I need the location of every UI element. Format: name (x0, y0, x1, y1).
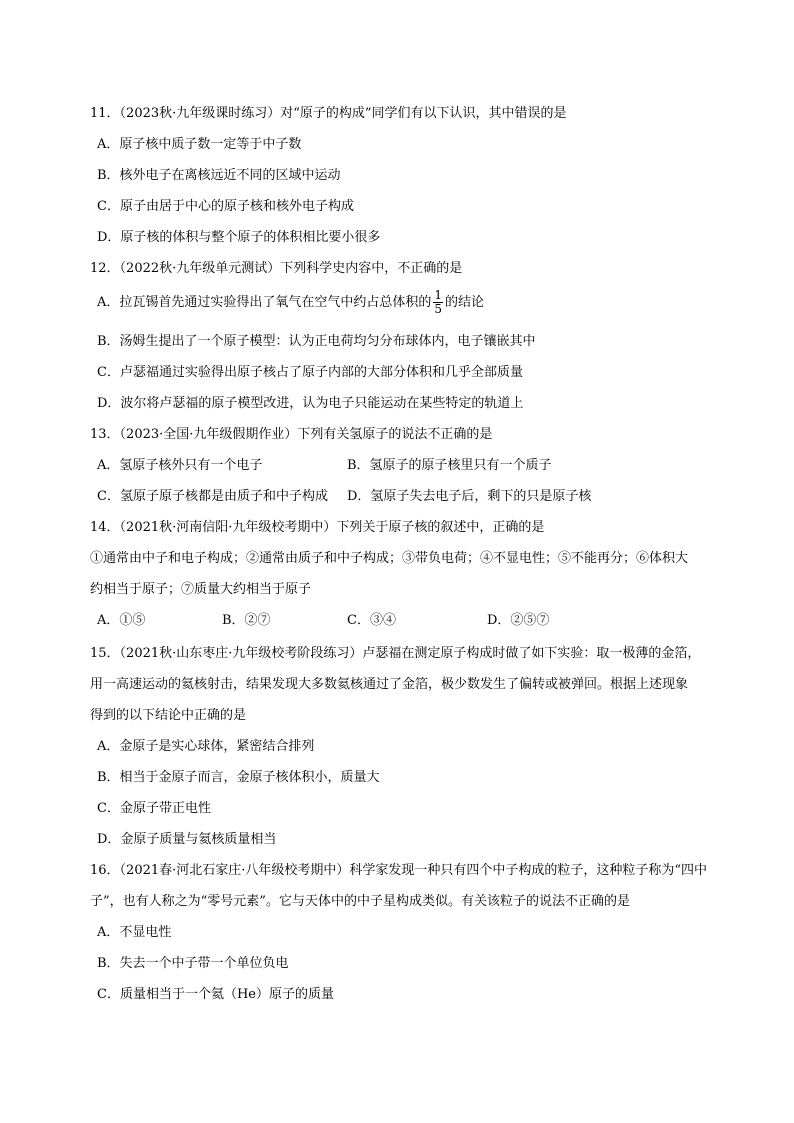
q12-option-d: D．波尔将卢瑟福的原子模型改进，认为电子只能运动在某些特定的轨道上 (97, 396, 524, 411)
q16-option-a: A．不显电性 (97, 925, 172, 940)
q16-option-c: C．质量相当于一个氦（He）原子的质量 (97, 987, 334, 1002)
q14-option-c: C．③④ (347, 613, 396, 628)
q15-option-c: C．金原子带正电性 (97, 801, 211, 816)
fraction-numerator: 1 (434, 288, 443, 302)
fraction-denominator: 5 (434, 302, 443, 316)
q11-stem: 11．（2023秋·九年级课时练习）对“原子的构成”同学们有以下认识，其中错误的是 (90, 106, 567, 121)
q12-option-c: C．卢瑟福通过实验得出原子核占了原子内部的大部分体积和几乎全部质量 (97, 365, 523, 380)
q12-option-a-tail: 的结论 (445, 295, 485, 310)
q12-option-a (97, 289, 484, 317)
q11-option-c: C．原子由居于中心的原子核和核外电子构成 (97, 199, 354, 214)
q15-body-line-1: 用一高速运动的氦核射击，结果发现大多数氦核通过了金箔，极少数发生了偏转或被弹回。根据上述现象 (90, 677, 689, 692)
q12-option-b: B．汤姆生提出了一个原子模型：认为正电荷均匀分布球体内，电子镶嵌其中 (97, 334, 536, 349)
q13-option-d: D．氢原子失去电子后，剩下的只是原子核 (347, 489, 592, 504)
q15-body-line-2: 得到的以下结论中正确的是 (90, 708, 247, 723)
q11-option-a: A．原子核中质子数一定等于中子数 (97, 137, 302, 152)
q11-option-d: D．原子核的体积与整个原子的体积相比要小很多 (97, 230, 381, 245)
q12-stem: 12．（2022秋·九年级单元测试）下列科学史内容中，不正确的是 (90, 261, 463, 276)
q14-body-line-1: ①通常由中子和电子构成；②通常由质子和中子构成；③带负电荷；④不显电性；⑤不能再分；⑥体积大 (90, 551, 689, 566)
q15-option-b: B．相当于金原子而言，金原子核体积小，质量大 (97, 770, 380, 785)
q16-body-line-1: 子”，也有人称之为“零号元素”。它与天体中的中子星构成类似。有关该粒子的说法不正确的是 (90, 894, 630, 909)
q11-option-b: B．核外电子在离核远近不同的区域中运动 (97, 168, 341, 183)
q16-stem: 16．（2021春·河北石家庄·八年级校考期中）科学家发现一种只有四个中子构成的粒子，这种粒子称为“四中 (90, 863, 708, 878)
q14-option-a: A．①⑤ (97, 613, 146, 628)
q14-option-d: D．②⑤⑦ (487, 613, 550, 628)
q15-option-a: A．金原子是实心球体，紧密结合排列 (97, 739, 315, 754)
q12-option-a-text: A．拉瓦锡首先通过实验得出了氧气在空气中约占总体积的 (97, 295, 432, 310)
q13-option-b: B．氢原子的原子核里只有一个质子 (347, 458, 552, 473)
q15-option-d: D．金原子质量与氦核质量相当 (97, 832, 277, 847)
q14-stem: 14．（2021秋·河南信阳·九年级校考期中）下列关于原子核的叙述中，正确的是 (90, 520, 545, 535)
q13-stem: 13．（2023·全国·九年级假期作业）下列有关氢原子的说法不正确的是 (90, 427, 493, 442)
q16-option-b: B．失去一个中子带一个单位负电 (97, 956, 289, 971)
q15-stem: 15．（2021秋·山东枣庄·九年级校考阶段练习）卢瑟福在测定原子构成时做了如下实验：取一极薄的金箔， (90, 646, 701, 661)
fraction-one-fifth (433, 289, 443, 316)
q14-option-b: B．②⑦ (222, 613, 271, 628)
q14-body-line-2: 约相当于原子；⑦质量大约相当于原子 (90, 582, 312, 597)
q13-option-c: C．氢原子原子核都是由质子和中子构成 (97, 489, 328, 504)
q13-option-a: A．氢原子核外只有一个电子 (97, 458, 263, 473)
